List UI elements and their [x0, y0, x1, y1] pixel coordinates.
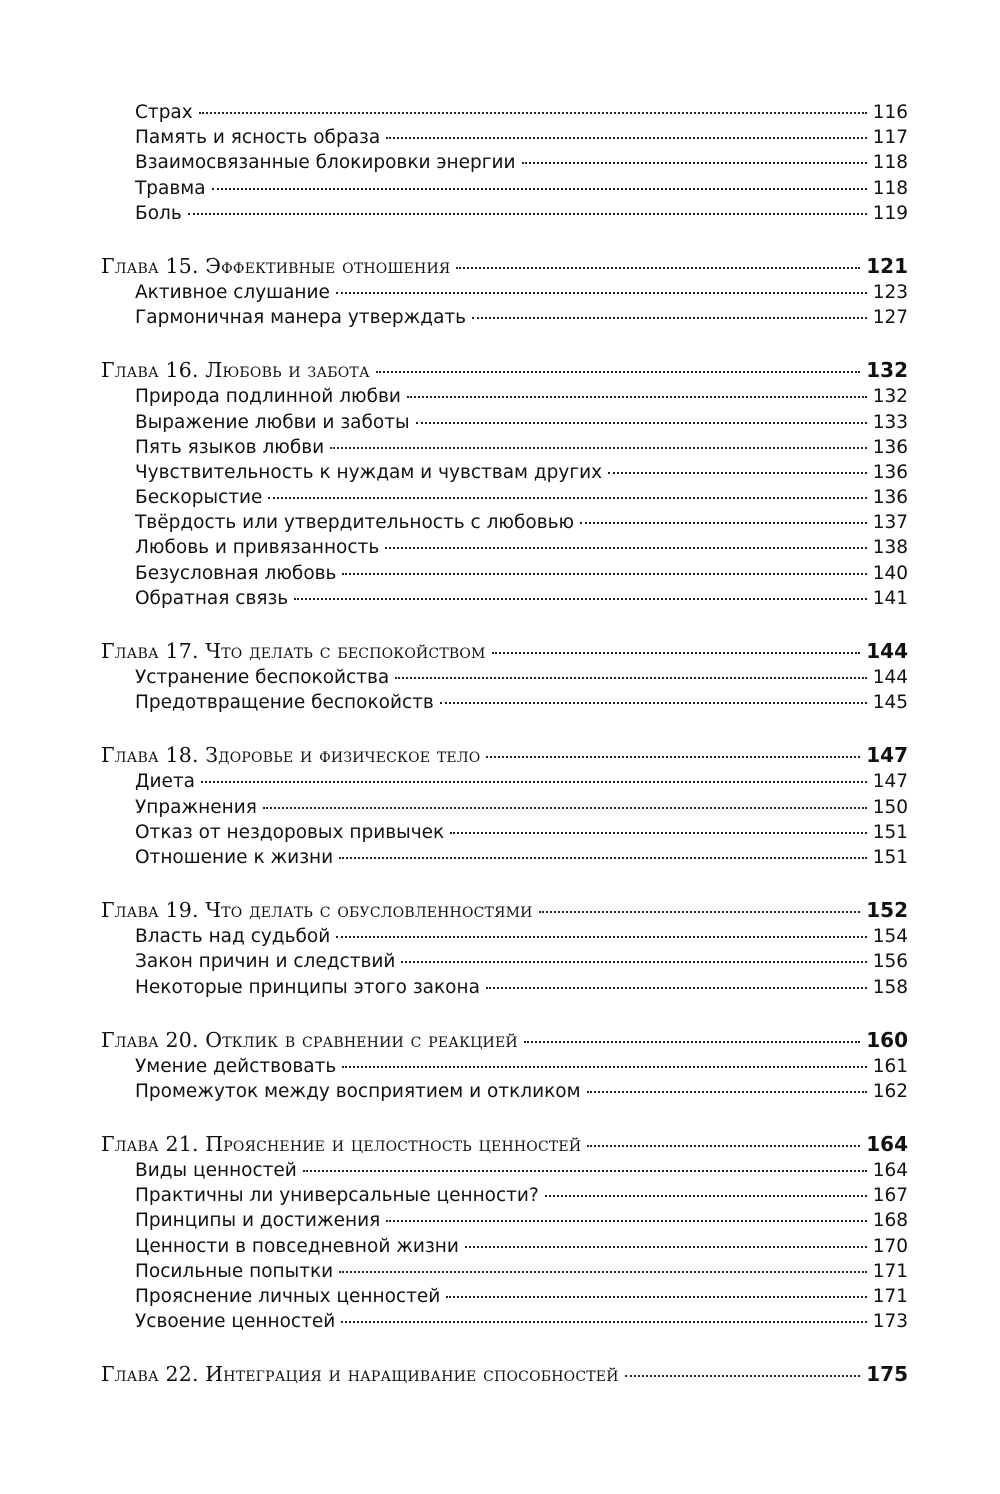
- dot-leader: [450, 832, 866, 834]
- section-entry: [135, 1158, 908, 1183]
- chapter-entry: [101, 637, 908, 665]
- section-title: Ценности в повседневной жизни: [135, 1235, 459, 1257]
- toc-section: [0, 100, 1000, 226]
- toc-section: [0, 637, 1000, 715]
- section-page-number: 162: [872, 1080, 908, 1102]
- chapter-entry: [101, 1360, 908, 1388]
- chapter-page-number: 132: [866, 358, 908, 383]
- section-page-number: 127: [872, 307, 908, 329]
- section-page-number: 168: [872, 1210, 908, 1232]
- section-title: Закон причин и следствий: [135, 951, 396, 973]
- section-entry: [135, 924, 908, 949]
- section-entry: [135, 280, 908, 305]
- chapter-label: Глава 17.: [101, 639, 199, 663]
- section-title: Боль: [135, 202, 182, 224]
- dot-leader: [587, 1091, 867, 1093]
- dot-leader: [341, 1321, 866, 1323]
- section-title: Отказ от нездоровых привычек: [135, 821, 445, 843]
- dot-leader: [539, 911, 861, 913]
- section-title: Посильные попытки: [135, 1260, 334, 1282]
- section-page-number: 171: [872, 1260, 908, 1282]
- dot-leader: [472, 317, 867, 319]
- section-title: Пять языков любви: [135, 436, 325, 458]
- section-entry: [135, 665, 908, 690]
- chapter-label: Глава 22.: [101, 1362, 199, 1387]
- dot-leader: [339, 857, 867, 859]
- dot-leader: [342, 573, 866, 575]
- dot-leader: [545, 1195, 867, 1197]
- section-page-number: 133: [872, 411, 908, 433]
- dot-leader: [336, 936, 866, 938]
- dot-leader: [407, 396, 867, 398]
- chapter-name: Отклик в сравнении с реакцией: [205, 1027, 518, 1052]
- section-entry: [135, 1259, 908, 1284]
- dot-leader: [188, 213, 867, 215]
- table-of-contents: [0, 100, 1000, 1388]
- chapter-entry: [101, 1026, 908, 1054]
- section-title: Выражение любви и заботы: [135, 411, 410, 433]
- chapter-label: Глава 20.: [101, 1027, 199, 1052]
- section-title: Усвоение ценностей: [135, 1311, 336, 1333]
- chapter-name: Эффективные отношения: [205, 253, 451, 278]
- chapter-page-number: 152: [866, 898, 908, 923]
- chapter-entry: [101, 741, 908, 769]
- dot-leader: [199, 112, 867, 114]
- section-entry: [135, 586, 908, 611]
- chapter-entry: [101, 356, 908, 384]
- section-title: Диета: [135, 771, 195, 793]
- section-entry: [135, 1079, 908, 1104]
- dot-leader: [386, 1220, 866, 1222]
- section-entry: [135, 150, 908, 175]
- section-page-number: 136: [872, 436, 908, 458]
- section-title: Гармоничная манера утверждать: [135, 307, 467, 329]
- chapter-page-number: 175: [866, 1362, 908, 1387]
- dot-leader: [608, 472, 867, 474]
- section-title: Твёрдость или утвердительность с любовью: [135, 512, 575, 534]
- section-page-number: 144: [872, 667, 908, 688]
- section-page-number: 150: [872, 796, 908, 818]
- dot-leader: [386, 137, 866, 139]
- section-page-number: 140: [872, 562, 908, 584]
- section-page-number: 151: [872, 846, 908, 868]
- section-title: Чувствительность к нуждам и чувствам других: [135, 461, 603, 483]
- section-entry: [135, 795, 908, 820]
- section-entry: [135, 435, 908, 460]
- chapter-label: Глава 21.: [101, 1132, 199, 1157]
- section-page-number: 151: [872, 821, 908, 843]
- section-title: Травма: [135, 177, 206, 199]
- section-page-number: 123: [872, 281, 908, 303]
- chapter-name: Интеграция и наращивание способностей: [205, 1362, 619, 1387]
- section-title: Устранение беспокойства: [135, 667, 390, 688]
- section-page-number: 132: [872, 386, 908, 408]
- section-title: Предотвращение беспокойств: [135, 692, 434, 714]
- section-page-number: 137: [872, 512, 908, 534]
- section-page-number: 164: [872, 1160, 908, 1182]
- section-entry: [135, 1234, 908, 1259]
- section-page-number: 145: [872, 692, 908, 714]
- section-entry: [135, 1208, 908, 1233]
- dot-leader: [522, 162, 867, 164]
- section-title: Безусловная любовь: [135, 562, 337, 584]
- section-title: Некоторые принципы этого закона: [135, 976, 480, 998]
- section-page-number: 136: [872, 461, 908, 483]
- section-entry: [135, 125, 908, 150]
- toc-section: [0, 741, 1000, 870]
- section-title: Взаимосвязанные блокировки энергии: [135, 152, 516, 174]
- section-page-number: 173: [872, 1311, 908, 1333]
- toc-section: [0, 1130, 1000, 1334]
- section-entry: [135, 1309, 908, 1334]
- chapter-title: [101, 896, 533, 924]
- section-entry: [135, 535, 908, 560]
- section-page-number: 171: [872, 1286, 908, 1307]
- section-title: Умение действовать: [135, 1055, 337, 1077]
- section-entry: [135, 305, 908, 330]
- section-page-number: 147: [872, 771, 908, 793]
- dot-leader: [625, 1375, 861, 1377]
- dot-leader: [446, 1296, 866, 1298]
- dot-leader: [385, 547, 866, 549]
- chapter-page-number: 147: [866, 743, 908, 768]
- chapter-page-number: 164: [866, 1132, 908, 1157]
- section-entry: [135, 1284, 908, 1309]
- section-title: Промежуток между восприятием и откликом: [135, 1080, 581, 1102]
- section-title: Память и ясность образа: [135, 127, 381, 149]
- chapter-page-number: 160: [866, 1027, 908, 1052]
- dot-leader: [440, 702, 867, 704]
- chapter-title: [101, 356, 370, 384]
- chapter-entry: [101, 1130, 908, 1158]
- toc-section: [0, 356, 1000, 611]
- dot-leader: [486, 756, 860, 758]
- dot-leader: [401, 961, 866, 963]
- toc-section: [0, 1360, 1000, 1388]
- section-page-number: 118: [872, 177, 908, 199]
- dot-leader: [201, 781, 867, 783]
- dot-leader: [492, 652, 861, 654]
- section-page-number: 136: [872, 487, 908, 509]
- section-page-number: 154: [872, 926, 908, 948]
- section-title: Бескорыстие: [135, 487, 263, 509]
- section-title: Природа подлинной любви: [135, 386, 401, 408]
- chapter-title: [101, 741, 480, 769]
- section-page-number: 170: [872, 1235, 908, 1257]
- chapter-label: Глава 15.: [101, 253, 199, 278]
- chapter-page-number: 144: [866, 639, 908, 663]
- section-page-number: 118: [872, 152, 908, 174]
- section-entry: [135, 100, 908, 125]
- chapter-title: [101, 1026, 518, 1054]
- toc-section: [0, 252, 1000, 330]
- dot-leader: [268, 497, 866, 499]
- chapter-entry: [101, 252, 908, 280]
- section-entry: [135, 820, 908, 845]
- chapter-label: Глава 19.: [101, 898, 199, 923]
- chapter-title: [101, 252, 450, 280]
- section-entry: [135, 460, 908, 485]
- section-title: Прояснение личных ценностей: [135, 1286, 441, 1307]
- dot-leader: [294, 598, 866, 600]
- section-entry: [135, 769, 908, 794]
- chapter-name: Прояснение и целостность ценностей: [205, 1132, 582, 1157]
- chapter-title: [101, 1130, 581, 1158]
- dot-leader: [486, 987, 867, 989]
- chapter-name: Любовь и забота: [205, 358, 370, 383]
- dot-leader: [212, 188, 867, 190]
- section-entry: [135, 1054, 908, 1079]
- section-entry: [135, 561, 908, 586]
- dot-leader: [587, 1145, 860, 1147]
- toc-section: [0, 896, 1000, 1000]
- section-entry: [135, 485, 908, 510]
- dot-leader: [263, 807, 867, 809]
- chapter-name: Что делать с беспокойством: [205, 639, 486, 663]
- section-title: Власть над судьбой: [135, 926, 331, 948]
- section-entry: [135, 1183, 908, 1208]
- section-page-number: 167: [872, 1185, 908, 1207]
- section-entry: [135, 410, 908, 435]
- section-title: Обратная связь: [135, 587, 289, 609]
- section-entry: [135, 949, 908, 974]
- section-entry: [135, 510, 908, 535]
- chapter-name: Что делать с обусловленностями: [205, 898, 533, 923]
- dot-leader: [376, 371, 860, 373]
- chapter-title: [101, 1360, 619, 1388]
- chapter-page-number: 121: [866, 253, 908, 278]
- section-title: Принципы и достижения: [135, 1210, 381, 1232]
- toc-section: [0, 1026, 1000, 1104]
- section-page-number: 158: [872, 976, 908, 998]
- section-title: Любовь и привязанность: [135, 537, 380, 559]
- section-title: Активное слушание: [135, 281, 330, 303]
- section-page-number: 156: [872, 951, 908, 973]
- dot-leader: [342, 1066, 866, 1068]
- dot-leader: [416, 422, 867, 424]
- section-page-number: 117: [872, 127, 908, 149]
- dot-leader: [330, 447, 867, 449]
- chapter-title: [101, 637, 486, 665]
- section-entry: [135, 176, 908, 201]
- chapter-label: Глава 18.: [101, 743, 199, 768]
- section-title: Отношение к жизни: [135, 846, 334, 868]
- dot-leader: [336, 292, 867, 294]
- dot-leader: [339, 1271, 866, 1273]
- section-title: Практичны ли универсальные ценности?: [135, 1185, 539, 1207]
- chapter-entry: [101, 896, 908, 924]
- section-title: Страх: [135, 102, 193, 123]
- dot-leader: [456, 267, 860, 269]
- dot-leader: [580, 522, 867, 524]
- section-page-number: 119: [872, 202, 908, 224]
- dot-leader: [303, 1170, 867, 1172]
- section-page-number: 141: [872, 587, 908, 609]
- section-entry: [135, 384, 908, 409]
- section-title: Упражнения: [135, 796, 257, 818]
- section-page-number: 161: [872, 1055, 908, 1077]
- dot-leader: [524, 1041, 860, 1043]
- dot-leader: [465, 1246, 867, 1248]
- dot-leader: [395, 677, 866, 679]
- section-entry: [135, 975, 908, 1000]
- chapter-name: Здоровье и физическое тело: [205, 743, 481, 768]
- section-entry: [135, 201, 908, 226]
- section-page-number: 138: [872, 537, 908, 559]
- section-title: Виды ценностей: [135, 1160, 297, 1182]
- section-page-number: 116: [872, 102, 908, 123]
- chapter-label: Глава 16.: [101, 358, 199, 383]
- section-entry: [135, 845, 908, 870]
- section-entry: [135, 690, 908, 715]
